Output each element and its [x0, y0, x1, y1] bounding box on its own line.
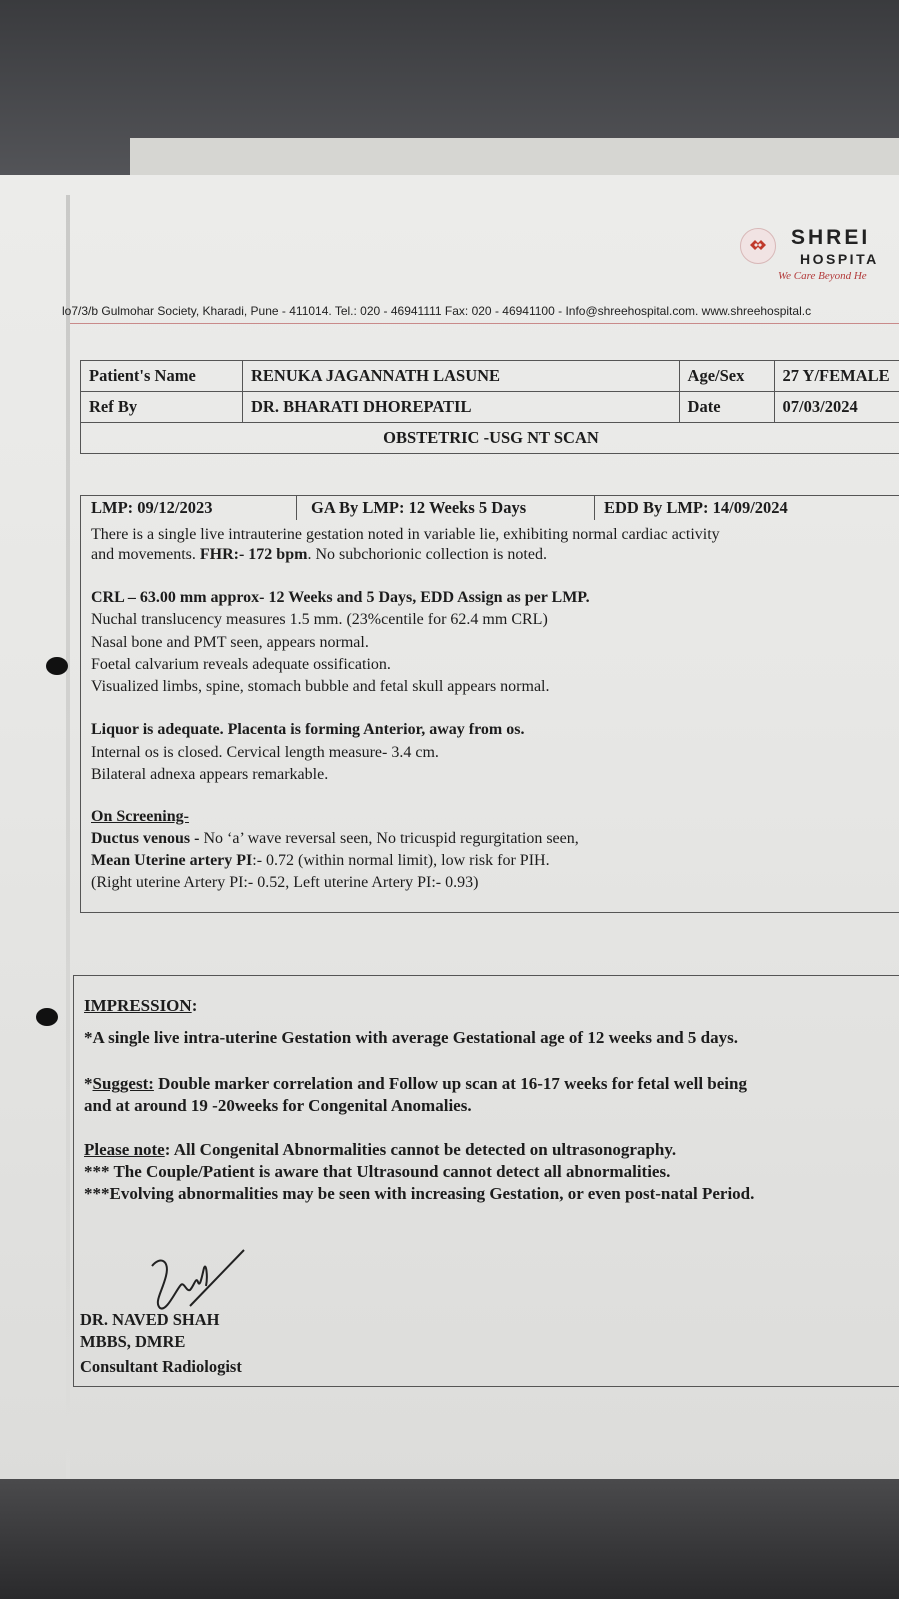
hospital-address: lo7/3/b Gulmohar Society, Kharadi, Pune - 411014. Tel.: 020 - 46941111 Fax: 020 - 46941100 - Info@shreehospital.com. www.shreehospital.c: [62, 304, 812, 318]
age-sex: 27 Y/FEMALE: [774, 361, 899, 392]
hospital-logo-icon: [740, 228, 776, 264]
edd-by-lmp: EDD By LMP: 14/09/2024: [604, 498, 788, 517]
note-couple: *** The Couple/Patient is aware that Ultrasound cannot detect all abnormalities.: [84, 1162, 671, 1181]
date-label: Date: [679, 392, 774, 423]
age-sex-label: Age/Sex: [679, 361, 774, 392]
ref-by: DR. BHARATI DHOREPATIL: [243, 392, 680, 423]
screening-uterine-detail: (Right uterine Artery PI:- 0.52, Left uterine Artery PI:- 0.93): [91, 874, 479, 891]
paper-fold: [66, 195, 70, 1495]
finding-adnexa: Bilateral adnexa appears remarkable.: [91, 766, 329, 783]
please-note: Please note: All Congenital Abnormalities cannot be detected on ultrasonography.: [84, 1140, 677, 1159]
doctor-name: DR. NAVED SHAH: [80, 1310, 220, 1329]
impression-line: *A single live intra-uterine Gestation with average Gestational age of 12 weeks and 5 days.: [84, 1028, 738, 1047]
patient-name: RENUKA JAGANNATH LASUNE: [243, 361, 680, 392]
report-date: 07/03/2024: [774, 392, 899, 423]
background-bottom: [0, 1479, 899, 1599]
screening-ductus: Ductus venous - No ‘a’ wave reversal seen, No tricuspid regurgitation seen,: [91, 830, 579, 847]
impression-title: IMPRESSION:: [84, 996, 198, 1015]
ga-by-lmp: GA By LMP: 12 Weeks 5 Days: [311, 498, 527, 517]
header-divider: [70, 323, 899, 324]
screening-uterine: Mean Uterine artery PI:- 0.72 (within normal limit), low risk for PIH.: [91, 852, 550, 869]
hospital-subname: HOSPITA: [800, 251, 879, 267]
lmp: LMP: 09/12/2023: [91, 498, 213, 517]
finding-crl: CRL – 63.00 mm approx- 12 Weeks and 5 Days, EDD Assign as per LMP.: [91, 589, 590, 606]
punch-hole: [46, 657, 68, 675]
patient-info-table: [80, 360, 899, 454]
divider: [594, 496, 595, 520]
finding-calvarium: Foetal calvarium reveals adequate ossification.: [91, 656, 391, 673]
doctor-title: Consultant Radiologist: [80, 1357, 242, 1376]
finding-os: Internal os is closed. Cervical length measure- 3.4 cm.: [91, 744, 439, 761]
patient-name-label: Patient's Name: [81, 361, 243, 392]
findings-section: [80, 495, 899, 913]
finding-limbs: Visualized limbs, spine, stomach bubble and fetal skull appears normal.: [91, 678, 550, 695]
dates-row: [81, 496, 899, 520]
finding-movements: and movements. FHR:- 172 bpm. No subchorionic collection is noted.: [91, 546, 547, 563]
doctor-degree: MBBS, DMRE: [80, 1332, 186, 1351]
punch-hole: [36, 1008, 58, 1026]
suggestion: *Suggest: Double marker correlation and Follow up scan at 16-17 weeks for fetal well being: [84, 1074, 747, 1093]
hospital-name: SHREI: [791, 226, 871, 249]
finding-liquor: Liquor is adequate. Placenta is forming Anterior, away from os.: [91, 721, 525, 738]
hospital-tagline: We Care Beyond He: [778, 270, 867, 282]
finding-gestation: There is a single live intrauterine gestation noted in variable lie, exhibiting normal cardiac activity: [91, 526, 720, 543]
note-evolving: ***Evolving abnormalities may be seen with increasing Gestation, or even post-natal Period.: [84, 1184, 755, 1203]
divider: [296, 496, 297, 520]
finding-nt: Nuchal translucency measures 1.5 mm. (23%centile for 62.4 mm CRL): [91, 611, 548, 628]
suggestion-line2: and at around 19 -20weeks for Congenital Anomalies.: [84, 1096, 472, 1115]
ref-by-label: Ref By: [81, 392, 243, 423]
scan-title: OBSTETRIC -USG NT SCAN: [81, 423, 899, 454]
fhr: FHR:- 172 bpm: [199, 546, 308, 563]
finding-nasal: Nasal bone and PMT seen, appears normal.: [91, 634, 369, 651]
screening-title: On Screening-: [91, 808, 189, 825]
